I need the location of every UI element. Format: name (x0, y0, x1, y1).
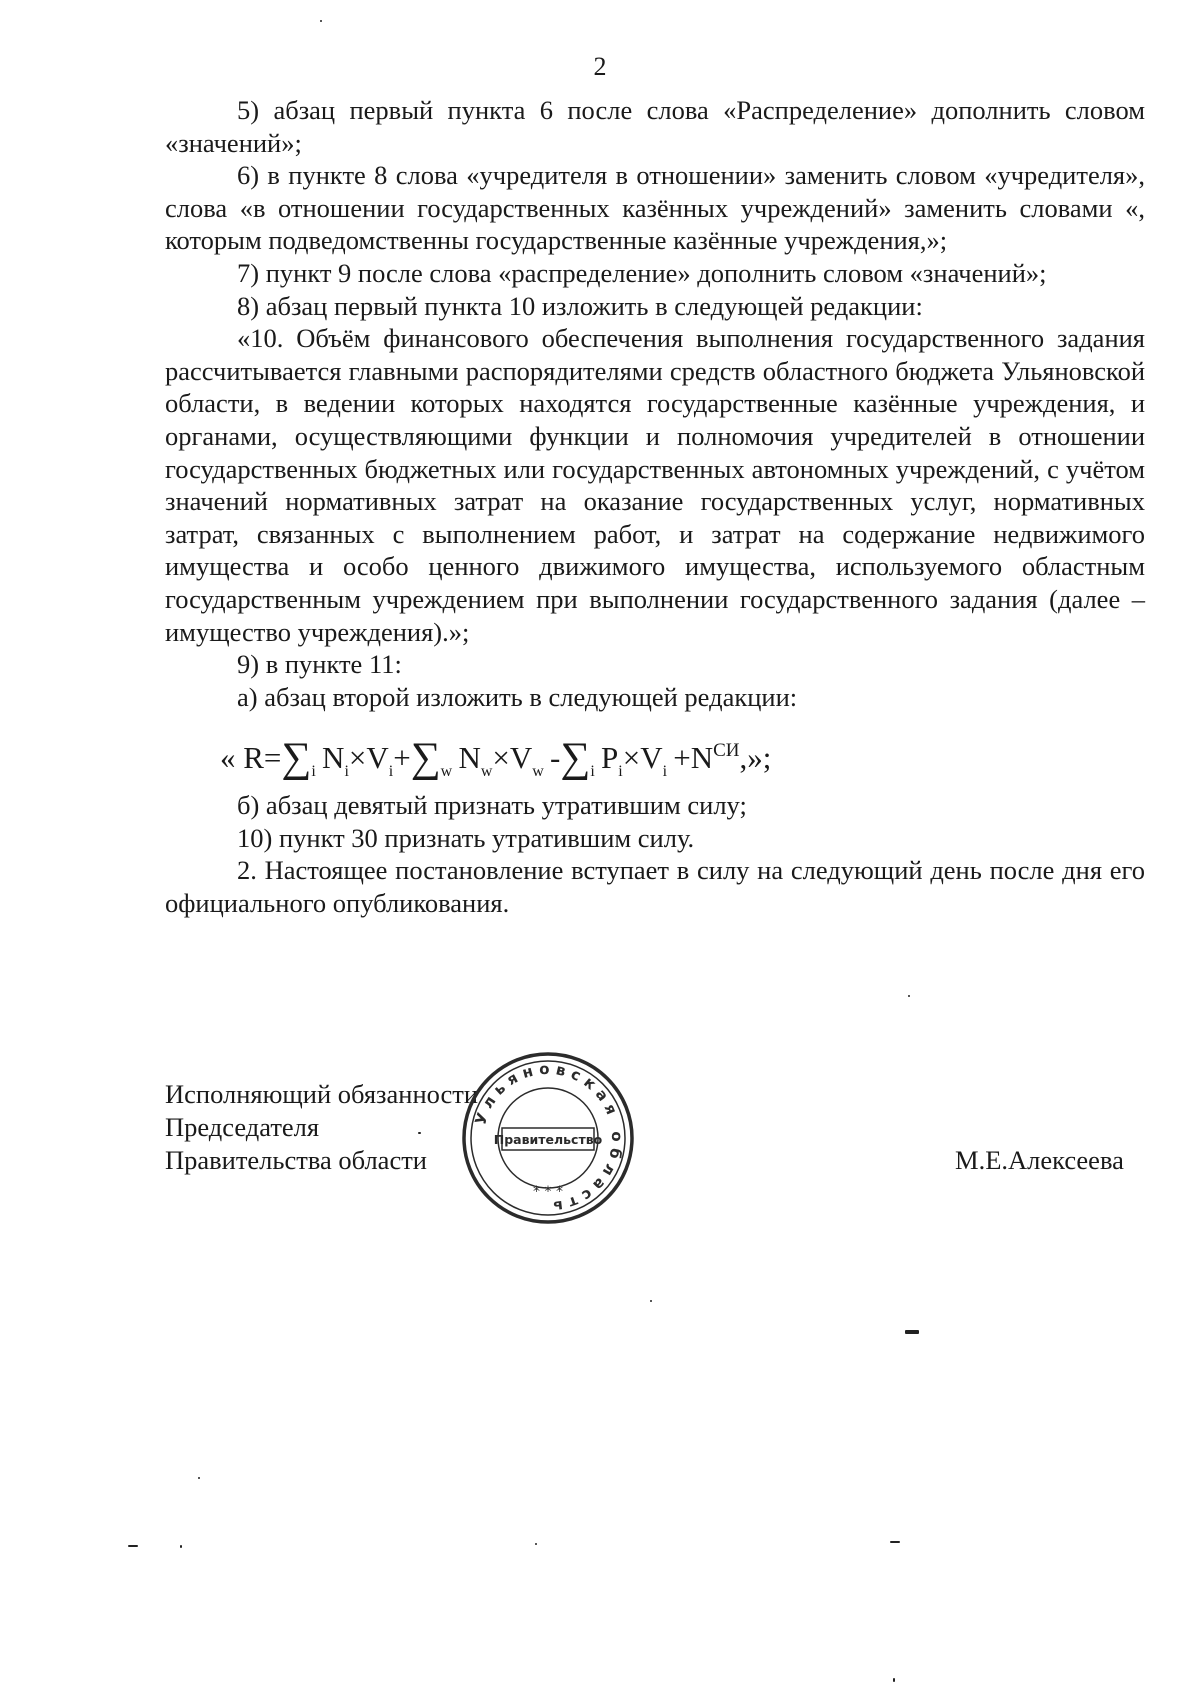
formula-sub-i: i (344, 763, 349, 781)
scan-speck (180, 1545, 182, 1548)
signatory-name: М.Е.Алексеева (955, 1145, 1124, 1175)
paragraph-item-9: 9) в пункте 11: (237, 649, 402, 680)
formula-plus: + (393, 740, 411, 776)
formula-plus: + (673, 740, 691, 776)
official-seal (458, 1048, 638, 1228)
paragraph-item-10: 10) пункт 30 признать утратившим силу. (237, 822, 695, 853)
formula-p: P (601, 740, 619, 776)
paragraph-item-7: 7) пункт 9 после слова «распределение» дополнить словом «значений»; (237, 257, 1047, 288)
formula-sup-si: СИ (713, 740, 740, 762)
scan-speck (320, 20, 322, 22)
formula-times: × (492, 740, 510, 776)
formula-v: V (366, 740, 389, 776)
scan-speck (198, 1477, 200, 1479)
formula-times: × (348, 740, 367, 776)
formula-times: × (622, 740, 641, 776)
scan-speck (128, 1545, 138, 1547)
scan-speck (908, 995, 910, 997)
seal-ring-text: Ульяновская область (471, 1059, 627, 1217)
formula-sub-i: i (662, 763, 668, 781)
formula-sum-2: ∑ (410, 735, 441, 782)
formula-minus: - (550, 740, 561, 776)
formula-sub-w: w (440, 763, 453, 781)
scan-speck (905, 1330, 919, 1334)
paragraph-point-10-text: «10. Объём финансового обеспечения выполнения государственного задания рассчитывается главными распорядителями средств областного бюджета Ульяновской области, в ведении которых находятся государственные казённые учреждения, и органами, осуществляющими функции и полномочия учредителей в отношении государственных бюджетных или государственных автономных учреждений, с учётом значений нормативных затрат на оказание государственных услуг, нормативных затрат, связанных с выполнением работ, и затрат на содержание недвижимого имущества и особо ценного движимого имущества, используемого областным государственным учреждением при выполнении государственного задания (далее – имущество учреждения).»; (165, 323, 1145, 647)
signatory-position-line: Правительства области (165, 1145, 427, 1175)
document-body (165, 94, 1145, 920)
scan-speck (650, 1300, 652, 1302)
page-number: 2 (593, 52, 607, 81)
formula-n: N (690, 740, 714, 776)
formula-sub-i: i (590, 763, 595, 781)
formula-v: V (509, 740, 533, 776)
paragraph-item-5: 5) абзац первый пункта 6 после слова «Распределение» дополнить словом «значений»; (165, 95, 1145, 158)
paragraph-subitem-a: а) абзац второй изложить в следующей редакции: (237, 681, 798, 712)
signatory-position-line: Председателя (165, 1112, 320, 1142)
formula-sub-i: i (618, 763, 623, 781)
scan-speck (418, 1132, 421, 1134)
formula-sum-1: ∑ (281, 735, 312, 782)
formula-sub-w: w (532, 763, 544, 781)
paragraph-subitem-b: б) абзац девятый признать утратившим силу; (237, 790, 747, 821)
scan-speck (890, 1541, 900, 1543)
formula-lhs: R= (243, 740, 282, 776)
seal-star-marks: * * * (533, 1184, 563, 1200)
scan-speck (893, 1678, 895, 1682)
formula-n: N (322, 740, 345, 776)
paragraph-item-6: 6) в пункте 8 слова «учредителя в отношении» заменить словом «учредителя», слова «в отношении государственных казённых учреждений» заменить словами «, которым подведомственны государственные казённые учреждения,»; (165, 160, 1145, 256)
paragraph-item-8: 8) абзац первый пункта 10 изложить в следующей редакции: (237, 290, 923, 321)
paragraph-effective-date: 2. Настоящее постановление вступает в силу на следующий день после дня его официального опубликования. (165, 855, 1145, 919)
signatory-position (165, 1078, 478, 1177)
formula-sub-i: i (311, 763, 316, 781)
formula-sub-w: w (480, 763, 493, 781)
cost-formula (165, 713, 1145, 789)
formula-sum-3: ∑ (560, 735, 591, 782)
signatory-position-line: Исполняющий обязанности (165, 1079, 479, 1109)
formula-open-quote: « (220, 740, 236, 776)
scan-speck (535, 1543, 537, 1545)
formula-close-quote: ,»; (739, 740, 772, 776)
formula-n: N (458, 740, 481, 776)
formula-v: V (640, 740, 663, 776)
formula-sub-i: i (388, 763, 394, 781)
seal-center-text: Правительство (493, 1132, 603, 1147)
